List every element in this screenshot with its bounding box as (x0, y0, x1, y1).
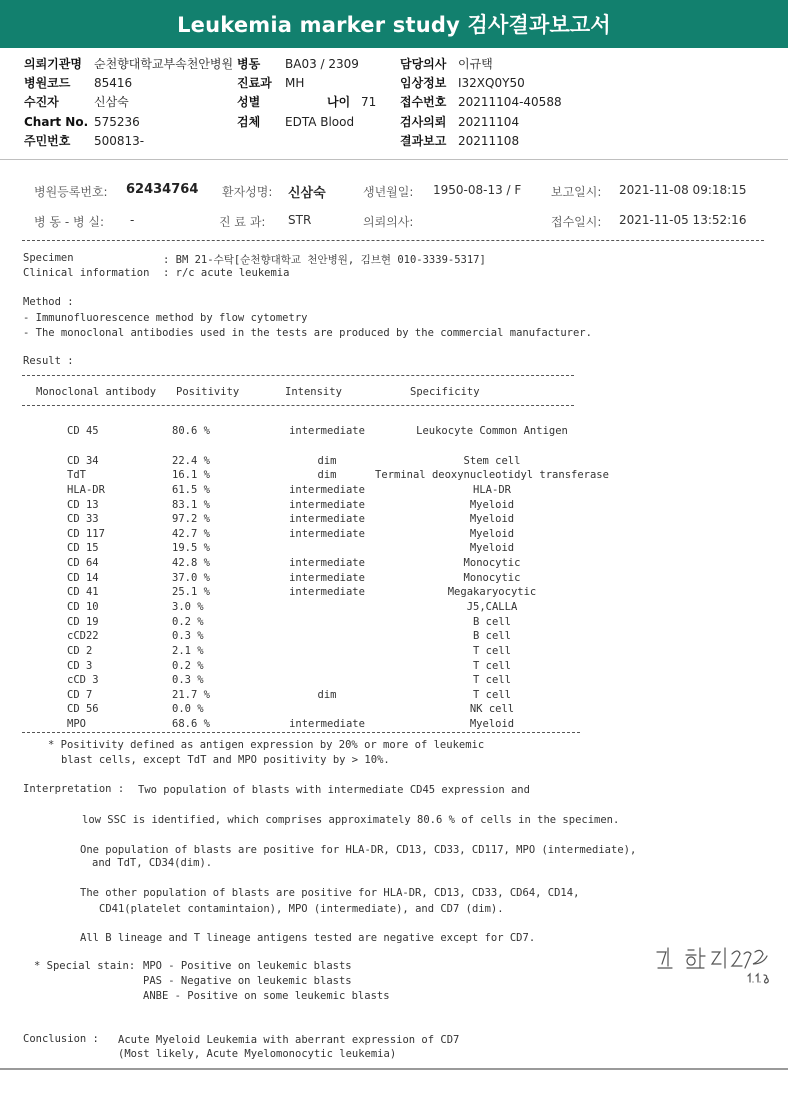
table-row (20, 439, 612, 454)
intensity-cell: intermediate (289, 571, 365, 584)
method-line-1: - Immunofluorescence method by flow cytometry (23, 312, 308, 324)
specimen-label: Specimen (23, 252, 74, 264)
special-stain-anbe: ANBE - Positive on some leukemic blasts (143, 990, 390, 1002)
doctor-label: 의뢰의사: (363, 215, 414, 229)
positivity-cell: 0.0 % (172, 703, 204, 716)
interpretation-line-5: The other population of blasts are positive for HLA-DR, CD13, CD33, CD64, CD14, (80, 887, 580, 899)
report-title-banner (0, 0, 788, 48)
patient-name-value: 신삼숙 (288, 186, 326, 201)
table-row (20, 541, 612, 556)
antibody-cell: CD 56 (67, 703, 99, 716)
antibody-cell: cCD 3 (67, 674, 99, 687)
table-row (20, 644, 612, 659)
positivity-cell: 42.8 % (172, 557, 210, 570)
table-row (20, 600, 612, 615)
dept-value: STR (288, 213, 312, 227)
dob-value: 1950-08-13 / F (433, 183, 522, 197)
table-row (20, 702, 612, 717)
table-row (20, 512, 612, 527)
positivity-cell: 16.1 % (172, 469, 210, 482)
antibody-cell: CD 13 (67, 498, 99, 511)
specificity-cell: Myeloid (469, 498, 515, 511)
intensity-cell: intermediate (289, 513, 365, 526)
table-row (20, 673, 612, 688)
header-field-sex: 성별 (237, 95, 261, 109)
special-stain-label: * Special stain: (34, 960, 136, 972)
intensity-cell (282, 439, 372, 454)
interpretation-line-3: One population of blasts are positive for HLA-DR, CD13, CD33, CD117, MPO (intermediate), (80, 844, 637, 856)
intensity-cell (282, 629, 372, 644)
antibody-cell: CD 64 (67, 557, 99, 570)
antibody-cell: CD 45 (67, 425, 99, 438)
patient-box-divider (22, 240, 764, 241)
reg-no-value: 62434764 (126, 182, 199, 197)
interpretation-line-1: Two population of blasts with intermediate CD45 expression and (138, 784, 530, 796)
positivity-cell: 80.6 % (172, 425, 210, 438)
table-row (20, 629, 612, 644)
antibody-cell: CD 34 (67, 454, 99, 467)
reg-no-label: 병원등록번호: (34, 185, 108, 199)
table-row (20, 614, 612, 629)
positivity-cell: 97.2 % (172, 513, 210, 526)
intensity-cell (282, 541, 372, 556)
table-row (20, 424, 612, 439)
positivity-cell: 42.7 % (172, 527, 210, 540)
handwritten-signature (652, 942, 780, 990)
conclusion-label: Conclusion : (23, 1033, 99, 1045)
table-row (20, 570, 612, 585)
specificity-cell: Myeloid (469, 718, 515, 731)
header-field-clinical-info: 임상정보 I32XQ0Y50 (400, 76, 525, 90)
header-field-resident-no: 주민번호 500813- (24, 134, 145, 148)
specificity-cell: T cell (473, 688, 511, 701)
positivity-cell: 37.0 % (172, 571, 210, 584)
report-time-value: 2021-11-08 09:18:15 (619, 183, 747, 197)
specificity-cell: Monocytic (463, 571, 521, 584)
specificity-cell: Megakaryocytic (447, 586, 537, 599)
specificity-cell: B cell (473, 615, 511, 628)
positivity-cell: 2.1 % (172, 644, 204, 657)
intensity-cell: dim (317, 688, 337, 701)
result-table-body (20, 424, 612, 731)
positivity-cell: 61.5 % (172, 483, 210, 496)
specificity-cell: Terminal deoxynucleotidyl transferase (375, 469, 609, 482)
positivity-cell: 0.3 % (172, 630, 204, 643)
intensity-cell: intermediate (289, 425, 365, 438)
specificity-cell: Monocytic (463, 557, 521, 570)
intensity-cell (282, 658, 372, 673)
conclusion-line-1: Acute Myeloid Leukemia with aberrant expression of CD7 (118, 1034, 460, 1046)
specificity-cell: Myeloid (469, 513, 515, 526)
interpretation-line-6: CD41(platelet contamintaion), MPO (intermediate), and CD7 (dim). (99, 903, 504, 915)
specificity-cell: B cell (473, 630, 511, 643)
specificity-cell: J5,CALLA (466, 601, 518, 613)
specificity-cell: Stem cell (463, 454, 521, 467)
header-divider (0, 159, 788, 160)
intensity-cell: intermediate (289, 586, 365, 599)
specificity-cell: Leukocyte Common Antigen (416, 425, 568, 438)
antibody-cell: CD 117 (67, 527, 105, 540)
positivity-cell: 0.2 % (172, 615, 204, 628)
antibody-cell: CD 19 (67, 615, 99, 628)
header-field-patient: 수진자 신삼숙 (24, 95, 129, 109)
intensity-cell: intermediate (289, 498, 365, 511)
table-row (20, 658, 612, 673)
received-time-label: 접수일시: (551, 215, 602, 229)
antibody-cell: CD 15 (67, 542, 99, 555)
patient-info-box (26, 176, 760, 234)
result-title: Result : (23, 355, 74, 367)
dept-label: 진 료 과: (219, 215, 266, 229)
antibody-cell: cCD22 (67, 630, 99, 643)
col-header-positivity: Positivity (176, 386, 240, 398)
antibody-cell: HLA-DR (67, 483, 105, 496)
antibody-cell: CD 10 (67, 601, 99, 613)
result-rule-bottom (22, 732, 580, 733)
antibody-cell: CD 41 (67, 586, 99, 599)
col-header-specificity: Specificity (410, 386, 480, 398)
method-title: Method : (23, 296, 74, 308)
header-field-institution: 의뢰기관명 순천향대학교부속천안병원 (24, 57, 234, 71)
table-row (20, 497, 612, 512)
method-line-2: - The monoclonal antibodies used in the tests are produced by the commercial manufacturer. (23, 327, 592, 339)
received-time-value: 2021-11-05 13:52:16 (619, 213, 747, 227)
table-row (20, 585, 612, 600)
positivity-cell: 3.0 % (172, 601, 204, 613)
clinical-info-value: : r/c acute leukemia (163, 267, 290, 279)
specificity-cell: T cell (473, 659, 511, 672)
antibody-cell: CD 33 (67, 513, 99, 526)
antibody-cell: CD 7 (67, 688, 93, 701)
positivity-cell: 22.4 % (172, 454, 210, 467)
interpretation-label: Interpretation : (23, 783, 125, 795)
table-row (20, 556, 612, 571)
specificity-cell: HLA-DR (473, 483, 511, 496)
intensity-cell: dim (317, 469, 337, 482)
report-time-label: 보고일시: (551, 185, 602, 199)
antibody-cell: TdT (67, 469, 86, 482)
table-row (20, 453, 612, 468)
conclusion-line-2: (Most likely, Acute Myelomonocytic leukemia) (118, 1048, 397, 1060)
intensity-cell (282, 673, 372, 688)
specificity-cell: NK cell (469, 703, 515, 716)
header-field-report-date: 결과보고 20211108 (400, 134, 520, 148)
table-row (20, 688, 612, 703)
intensity-cell: intermediate (289, 483, 365, 496)
specificity-cell: T cell (473, 644, 511, 657)
table-row (20, 526, 612, 541)
col-header-intensity: Intensity (285, 386, 342, 398)
antibody-cell (20, 439, 172, 454)
page-bottom-rule (0, 1068, 788, 1070)
antibody-cell: CD 14 (67, 571, 99, 584)
clinical-info-label: Clinical information (23, 267, 150, 279)
header-field-specimen-type: 검체 EDTA Blood (237, 115, 355, 129)
specimen-value: : BM 21-수탁[순천향대학교 천안병원, 김브현 010-3339-5317] (163, 254, 486, 266)
intensity-cell (282, 614, 372, 629)
scanned-report (0, 162, 788, 1068)
specificity-cell (372, 439, 612, 454)
positivity-note-line-1: * Positivity defined as antigen expression by 20% or more of leukemic (48, 739, 485, 751)
intensity-cell (282, 600, 372, 615)
interpretation-line-4: and TdT, CD34(dim). (92, 857, 213, 869)
positivity-note-line-2: blast cells, except TdT and MPO positivity by > 10%. (61, 754, 390, 766)
header-field-age: 나이 71 (327, 95, 377, 109)
col-header-antibody: Monoclonal antibody (36, 386, 157, 398)
ward-label: 병 동 - 병 실: (34, 215, 104, 229)
positivity-cell: 68.6 % (172, 718, 210, 731)
intensity-cell: intermediate (289, 718, 365, 731)
positivity-cell (172, 439, 282, 454)
table-row (20, 717, 612, 732)
positivity-cell: 0.3 % (172, 674, 204, 687)
report-title: Leukemia marker study 검사결과보고서 (177, 13, 611, 37)
specificity-cell: Myeloid (469, 542, 515, 555)
header-field-request-date: 검사의뢰 20211104 (400, 115, 520, 129)
table-row (20, 468, 612, 483)
positivity-cell: 83.1 % (172, 498, 210, 511)
positivity-cell: 0.2 % (172, 659, 204, 672)
positivity-cell: 25.1 % (172, 586, 210, 599)
patient-name-label: 환자성명: (222, 185, 273, 199)
interpretation-line-2: low SSC is identified, which comprises approximately 80.6 % of cells in the specimen. (82, 814, 620, 826)
result-rule-top (22, 375, 574, 376)
header-field-hospital-code: 병원코드 85416 (24, 76, 133, 90)
intensity-cell: intermediate (289, 527, 365, 540)
intensity-cell: dim (317, 454, 337, 467)
intensity-cell: intermediate (289, 557, 365, 570)
special-stain-mpo: MPO - Positive on leukemic blasts (143, 960, 352, 972)
header-field-department: 진료과 MH (237, 76, 305, 90)
dob-label: 생년월일: (363, 185, 414, 199)
special-stain-pas: PAS - Negative on leukemic blasts (143, 975, 352, 987)
result-rule-header (22, 405, 574, 406)
specificity-cell: Myeloid (469, 527, 515, 540)
interpretation-line-7: All B lineage and T lineage antigens tested are negative except for CD7. (80, 932, 536, 944)
table-row (20, 483, 612, 498)
positivity-cell: 21.7 % (172, 688, 210, 701)
header-field-physician: 담당의사 이규택 (400, 57, 493, 71)
specificity-cell: T cell (473, 674, 511, 687)
positivity-cell: 19.5 % (172, 542, 210, 555)
ward-value: - (130, 213, 135, 227)
intensity-cell (282, 644, 372, 659)
intensity-cell (282, 702, 372, 717)
antibody-cell: MPO (67, 718, 86, 731)
header-field-accession-no: 접수번호 20211104-40588 (400, 95, 562, 109)
antibody-cell: CD 2 (67, 644, 93, 657)
header-field-chart-no: Chart No. 575236 (24, 115, 140, 129)
result-table (20, 424, 612, 731)
antibody-cell: CD 3 (67, 659, 93, 672)
header-field-ward: 병동 BA03 / 2309 (237, 57, 359, 71)
